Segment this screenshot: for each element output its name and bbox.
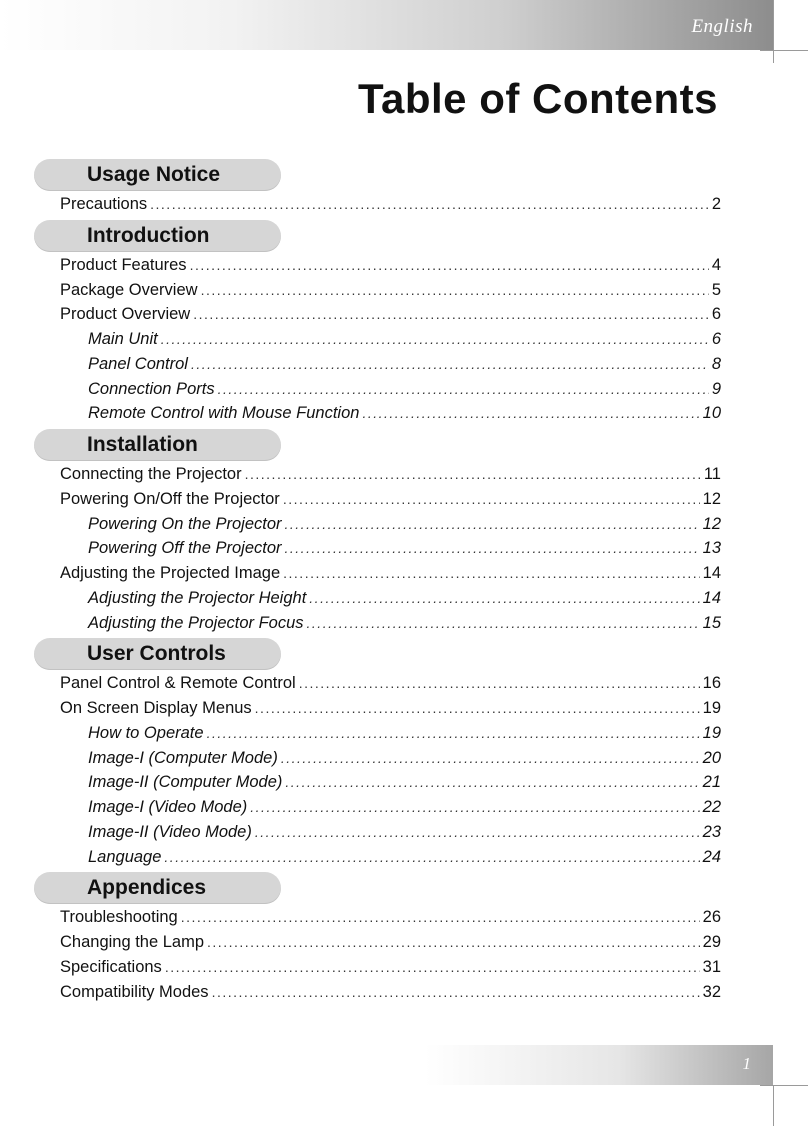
header-bar <box>0 0 773 50</box>
toc-entry-title: Panel Control & Remote Control <box>60 674 296 693</box>
toc-entry[interactable] <box>60 696 721 721</box>
toc-entry-title: Powering On the Projector <box>88 514 282 533</box>
toc-entry-page: 14 <box>702 564 721 582</box>
toc-subentry[interactable] <box>88 377 721 402</box>
toc-entry-page: 21 <box>702 773 721 792</box>
dot-leader <box>201 278 709 303</box>
dot-leader <box>362 401 699 426</box>
toc-entry-title: On Screen Display Menus <box>60 699 252 717</box>
toc-entry-page: 15 <box>702 613 721 632</box>
toc-entry[interactable] <box>60 980 721 1005</box>
dot-leader <box>218 377 709 402</box>
toc-subentry[interactable] <box>88 746 721 771</box>
toc-entry-page: 14 <box>702 588 721 607</box>
toc-entry-page: 2 <box>711 195 721 213</box>
dot-leader <box>207 721 700 746</box>
toc-entry-title: Changing the Lamp <box>60 933 205 951</box>
toc-entry-page: 20 <box>702 748 721 767</box>
toc-entry-page: 12 <box>702 514 721 533</box>
dot-leader <box>245 462 701 487</box>
section-heading <box>34 159 281 191</box>
dot-leader <box>207 930 700 955</box>
toc-entry-title: Specifications <box>60 957 162 976</box>
toc-entry[interactable] <box>60 930 721 955</box>
dot-leader <box>285 536 700 561</box>
toc-entry[interactable] <box>60 253 721 278</box>
dot-leader <box>285 512 700 537</box>
dot-leader <box>299 671 700 696</box>
toc-entry-page: 23 <box>702 822 721 841</box>
section-heading-label: Usage Notice <box>87 163 221 186</box>
toc-entry-page: 19 <box>702 699 721 717</box>
toc-entry-page: 29 <box>702 933 721 951</box>
dot-leader <box>190 253 709 278</box>
dot-leader <box>307 611 700 636</box>
dot-leader <box>191 352 709 377</box>
toc-entry-title: Language <box>88 847 162 866</box>
toc-entry-page: 19 <box>702 723 721 742</box>
toc-entry-title: Connection Ports <box>88 379 215 398</box>
toc-subentry[interactable] <box>88 721 721 746</box>
section-heading-label: Appendices <box>87 876 207 900</box>
toc-entry-title: Powering On/Off the Projector <box>60 489 280 508</box>
toc-entry-page: 8 <box>711 354 721 373</box>
dot-leader <box>255 696 700 721</box>
toc-entry-title: Remote Control with Mouse Function <box>88 404 360 423</box>
toc-subentry[interactable] <box>88 327 721 352</box>
toc-entry-page: 22 <box>702 798 721 816</box>
table-of-contents <box>0 156 808 1004</box>
toc-entry-page: 10 <box>702 404 721 423</box>
toc-entry-title: Compatibility Modes <box>60 982 209 1001</box>
dot-leader <box>165 955 700 980</box>
toc-subentry[interactable] <box>88 611 721 636</box>
dot-leader <box>283 487 700 512</box>
page-number: 1 <box>742 1054 751 1073</box>
section-heading-label: User Controls <box>87 642 226 666</box>
toc-entry-page: 16 <box>702 674 721 693</box>
toc-subentry[interactable] <box>88 401 721 426</box>
toc-entry-title: Adjusting the Projector Focus <box>88 613 304 632</box>
section-heading-label: Installation <box>87 433 198 456</box>
toc-subentry[interactable] <box>88 512 721 537</box>
dot-leader <box>212 980 700 1005</box>
toc-entry[interactable] <box>60 955 721 980</box>
dot-leader <box>283 561 700 586</box>
dot-leader <box>161 327 709 352</box>
section-heading-label: Introduction <box>87 223 210 247</box>
dot-leader <box>181 905 700 930</box>
toc-subentry[interactable] <box>88 536 721 561</box>
toc-entry-title: Image-I (Video Mode) <box>88 798 248 816</box>
toc-entry-page: 9 <box>711 379 721 398</box>
toc-entry-title: Package Overview <box>60 280 198 299</box>
toc-entry-title: Main Unit <box>88 330 158 348</box>
toc-subentry[interactable] <box>88 795 721 820</box>
dot-leader <box>285 770 699 795</box>
dot-leader <box>281 746 700 771</box>
dot-leader <box>150 192 709 217</box>
toc-entry[interactable] <box>60 561 721 586</box>
toc-entry-title: Adjusting the Projected Image <box>60 564 281 582</box>
toc-entry-title: Adjusting the Projector Height <box>88 588 307 607</box>
toc-entry-page: 26 <box>702 908 721 927</box>
toc-entry[interactable] <box>60 671 721 696</box>
header-corner-rule-horizontal <box>760 50 808 51</box>
toc-entry-page: 24 <box>702 847 721 866</box>
language-label: English <box>691 16 753 37</box>
toc-entry-title: Image-II (Video Mode) <box>88 822 252 841</box>
toc-subentry[interactable] <box>88 820 721 845</box>
section-heading <box>34 429 281 461</box>
toc-entry[interactable] <box>60 192 721 217</box>
dot-leader <box>193 302 709 327</box>
toc-subentry[interactable] <box>88 352 721 377</box>
toc-entry-title: How to Operate <box>88 723 204 742</box>
toc-entry[interactable] <box>60 462 721 487</box>
dot-leader <box>164 845 699 870</box>
footer-corner-rule-horizontal <box>760 1085 808 1086</box>
toc-entry-title: Precautions <box>60 195 148 213</box>
toc-entry-page: 32 <box>702 982 721 1001</box>
toc-subentry[interactable] <box>88 770 721 795</box>
section-heading <box>34 638 281 670</box>
footer-bar <box>0 1045 773 1085</box>
toc-entry[interactable] <box>60 302 721 327</box>
toc-entry[interactable] <box>60 905 721 930</box>
toc-entry[interactable] <box>60 278 721 303</box>
toc-entry-title: Connecting the Projector <box>60 465 242 483</box>
toc-entry-page: 6 <box>711 330 721 348</box>
toc-entry-title: Image-II (Computer Mode) <box>88 773 283 792</box>
dot-leader <box>250 795 699 820</box>
toc-entry-title: Panel Control <box>88 354 188 373</box>
toc-subentry[interactable] <box>88 586 721 611</box>
toc-entry-page: 11 <box>703 465 721 483</box>
toc-entry-page: 13 <box>702 539 721 558</box>
footer-corner-rule-vertical <box>773 1085 774 1126</box>
toc-subentry[interactable] <box>88 845 721 870</box>
header-corner-rule-vertical <box>773 0 774 63</box>
dot-leader <box>255 820 700 845</box>
section-heading <box>34 220 281 252</box>
toc-entry-page: 4 <box>711 255 721 274</box>
toc-entry-title: Product Overview <box>60 305 191 324</box>
toc-entry[interactable] <box>60 487 721 512</box>
toc-entry-page: 31 <box>702 957 721 976</box>
page-title: Table of Contents <box>357 75 718 122</box>
toc-entry-title: Image-I (Computer Mode) <box>88 748 278 767</box>
toc-entry-page: 12 <box>702 489 721 508</box>
dot-leader <box>309 586 699 611</box>
toc-entry-title: Product Features <box>60 255 187 274</box>
toc-entry-title: Powering Off the Projector <box>88 539 282 558</box>
section-heading <box>34 872 281 904</box>
toc-entry-page: 6 <box>711 305 721 324</box>
toc-entry-page: 5 <box>711 280 721 299</box>
toc-entry-title: Troubleshooting <box>60 908 178 927</box>
